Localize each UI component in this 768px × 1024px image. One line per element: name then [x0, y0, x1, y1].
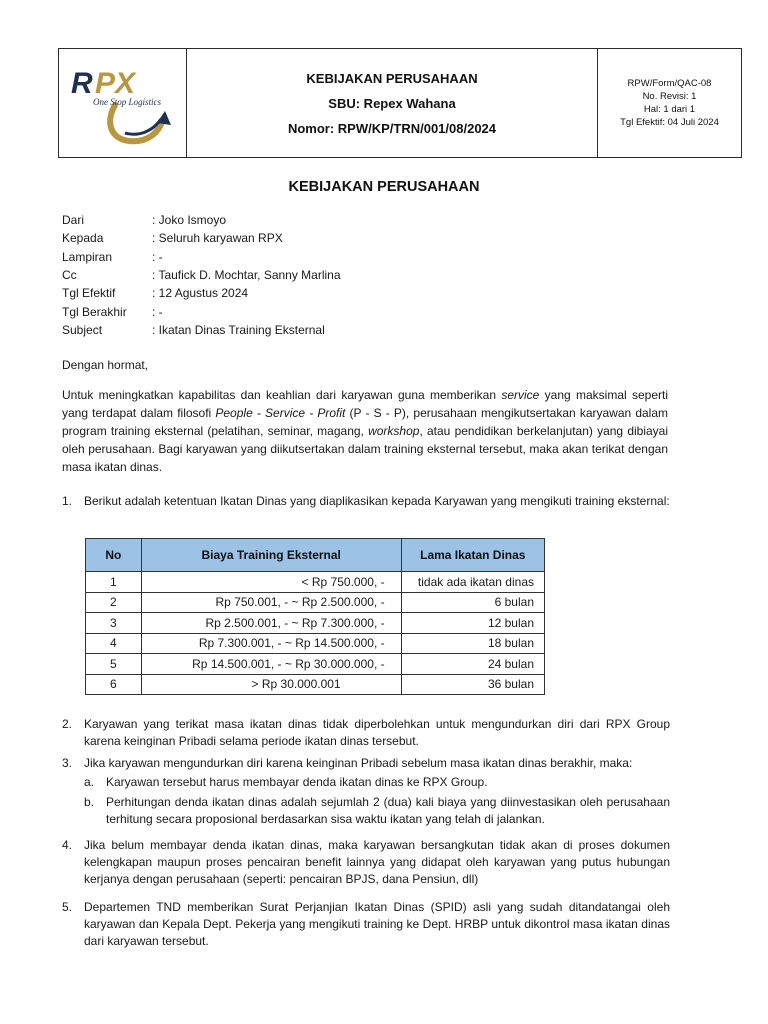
header-sbu: SBU: Repex Wahana — [328, 95, 456, 111]
bond-table — [85, 538, 545, 695]
svg-text:One Stop Logistics: One Stop Logistics — [93, 97, 162, 107]
document-page: R PX One Stop Logistics KEBIJAKAN PERUSAHAAN SBU: Repex Wahana Nomor: RPW/KP/TRN/001/08/2024 RPW/Form/QAC-08 No. Revisi: 1 Hal: 1 dari 1 Tgl Efektif: 04 Juli 2024 KEBIJAKAN PERUSAHAAN Dari : Joko Ismoyo Kepada : Seluruh karyawan RPX Lampiran : - Cc : Taufick D. Mochtar, Sanny Marlina Tgl Efektif : 12 Agustus 2024 Tgl Berakhir : - Subject : Ikatan Dinas Training Eksternal Dengan hormat, Untuk meningkatkan kapabilitas dan keahlian dari karyawan guna memberikan service yang maksimal seperti yang terdapat dalam filosofi People - Service - Profit (P - S - P), perusahaan mengikutsertakan karyawan dalam program training eksternal (pelatihan, seminar, magang, workshop, atau pendidikan berkelanjutan) yang dibiayai oleh perusahaan. Bagi karyawan yang diikutsertakan dalam training eksternal tersebut, maka akan terikat dengan masa ikatan dinas. 1. Berikut adalah ketentuan Ikatan Dinas yang diaplikasikan kepada Karyawan yang mengikuti training eksternal: No Biaya Training Eksternal Lama Ikatan Dinas 1 < Rp 750.000, - tidak ada ikatan dinas 2 Rp 750.001, - ~ Rp 2.500.000, - 6 bulan 3 Rp 2.500.001, - ~ Rp 7.300.000, - 12 bulan 4 Rp 7.300.001, - ~ Rp 14.500.000, - 18 bulan 5 Rp 14.500.001, - ~ Rp 30.000.000, - 24 bulan 6 > Rp 30.000.001 36 bulan 2. Karyawan yang terikat masa ikatan dinas tidak diperbolehkan untuk mengundurkan diri dari RPX Group karena keinginan Pribadi selama periode ikatan dinas tersebut. 3. Jika karyawan mengundurkan diri karena keinginan Pribadi sebelum masa ikatan dinas berakhir, maka: a. Karyawan tersebut harus membayar denda ikatan dinas ke RPX Group. b. Perhitungan denda ikatan dinas adalah sejumlah 2 (dua) kali biaya yang diinvestasikan oleh perusahaan terhitung secara proposional berdasarkan sisa waktu ikatan yang telah di jalankan. 4. Jika belum membayar denda ikatan dinas, maka karyawan bersangkutan tidak akan di proses dokumen kelengkapan maupun proses pencairan benefit lainnya yang didapat oleh karyawan yang putus hubungan kerjanya dengan perusahaan (seperti: pencairan BPJS, dana Pensiun, dll) 5. Departemen TND memberikan Surat Perjanjian Ikatan Dinas (SPID) asli yang sudah ditandatangai oleh karyawan dan Kepala Dept. Pekerja yang mengikuti training ke Dept. HRBP untuk dikontrol masa ikatan dinas dari karyawan tersebut. — [0, 0, 768, 1024]
svg-text:PX: PX — [95, 67, 136, 100]
header-title-block — [187, 49, 598, 157]
meta-row-from: Dari : Joko Ismoyo — [62, 213, 227, 228]
col-cost: Biaya Training Eksternal — [141, 539, 401, 572]
col-no: No — [86, 539, 142, 572]
salutation: Dengan hormat, — [62, 358, 149, 372]
document-header — [58, 48, 742, 158]
svg-text:R: R — [71, 67, 93, 100]
form-code: RPW/Form/QAC-08 — [627, 78, 712, 89]
header-form-info — [598, 49, 741, 157]
intro-paragraph: Untuk meningkatkan kapabilitas dan keahlian dari karyawan guna memberikan service yang maksimal seperti yang terdapat dalam filosofi People - Service - Profit (P - S - P), perusahaan mengikutsertakan karyawan dalam program training eksternal (pelatihan, seminar, magang, workshop, atau pendidikan berkelanjutan) yang dibiayai oleh perusahaan. Bagi karyawan yang diikutsertakan dalam training eksternal tersebut, maka akan terikat dengan masa ikatan dinas. — [62, 388, 669, 474]
table-row: 2 Rp 750.001, - ~ Rp 2.500.000, - 6 bulan — [86, 592, 545, 613]
page-number: Hal: 1 dari 1 — [643, 104, 696, 115]
meta-row-to: Kepada : Seluruh karyawan RPX — [62, 231, 283, 246]
company-logo — [59, 49, 187, 157]
meta-row-end: Tgl Berakhir : - — [62, 304, 163, 319]
table-row: 4 Rp 7.300.001, - ~ Rp 14.500.000, - 18 bulan — [86, 633, 545, 654]
table-row: 6 > Rp 30.000.001 36 bulan — [86, 674, 545, 695]
table-header-row — [86, 539, 545, 572]
header-number: Nomor: RPW/KP/TRN/001/08/2024 — [287, 120, 497, 136]
rpx-logo-icon — [67, 63, 177, 145]
revision-number: No. Revisi: 1 — [642, 91, 697, 102]
document-title: KEBIJAKAN PERUSAHAAN — [288, 179, 480, 195]
col-duration: Lama Ikatan Dinas — [401, 539, 544, 572]
meta-row-effective: Tgl Efektif : 12 Agustus 2024 — [62, 286, 249, 301]
table-row: 1 < Rp 750.000, - tidak ada ikatan dinas — [86, 572, 545, 593]
meta-row-attachment: Lampiran : - — [62, 249, 163, 264]
header-title: KEBIJAKAN PERUSAHAAN — [306, 70, 478, 86]
meta-row-subject: Subject : Ikatan Dinas Training Eksternal — [62, 322, 325, 337]
memo-meta — [62, 211, 341, 339]
meta-row-cc: Cc : Taufick D. Mochtar, Sanny Marlina — [62, 268, 341, 283]
table-row: 3 Rp 2.500.001, - ~ Rp 7.300.000, - 12 bulan — [86, 613, 545, 634]
effective-date: Tgl Efektif: 04 Juli 2024 — [620, 117, 719, 128]
table-row: 5 Rp 14.500.001, - ~ Rp 30.000.000, - 24 bulan — [86, 654, 545, 675]
